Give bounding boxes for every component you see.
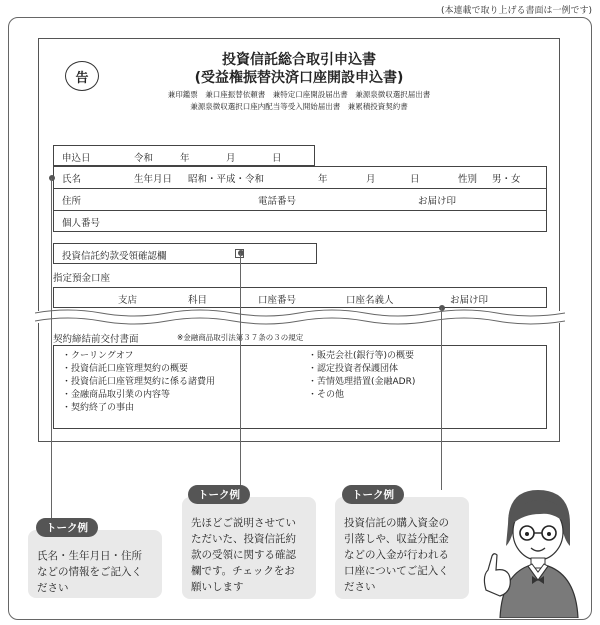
row-divider (54, 210, 546, 211)
notice-stamp: 告 (65, 61, 99, 91)
birth-month: 月 (366, 174, 376, 185)
application-date-era: 令和 (134, 153, 154, 164)
birth-year: 年 (318, 174, 328, 185)
birthdate-eras: 昭和・平成・令和 (188, 174, 265, 185)
account-type-label: 科目 (188, 295, 208, 306)
talk-line: ださい (344, 581, 376, 593)
talk-line: ただいた、投資信託約 (191, 533, 296, 545)
talk-line: 欄です。チェックをお (191, 565, 295, 577)
phone-label: 電話番号 (258, 196, 297, 207)
wavy-cut-line (35, 307, 565, 329)
talk-line: 先ほどご説明させてい (191, 517, 296, 529)
prospectus-receipt-label: 投資信託約款受領確認欄 (62, 251, 167, 262)
disclosure-left-list (62, 350, 215, 415)
talk-line: 願いします (191, 581, 244, 593)
disclosure-box (53, 345, 547, 429)
talk-line: 引落しや、収益分配金 (344, 533, 449, 545)
disclosure-item: ・販売会社(銀行等)の概要 (308, 351, 415, 361)
form-title: 投資信託総合取引申込書 (222, 52, 376, 68)
talk-tag: トーク例 (188, 485, 250, 504)
application-date-year: 年 (180, 153, 190, 164)
disclosure-item: ・クーリングオフ (62, 351, 134, 361)
talk-line: ださい (37, 582, 69, 594)
account-holder-label: 口座名義人 (346, 295, 394, 306)
registered-seal-label: お届け印 (418, 196, 457, 207)
talk-bubble-name (28, 530, 162, 598)
connector-dot-account (439, 305, 445, 311)
talk-tag: トーク例 (342, 485, 404, 504)
connector-line-account (441, 308, 442, 490)
designated-account-label: 指定預金口座 (53, 273, 111, 284)
connector-line-name (51, 178, 52, 520)
disclosure-item: ・その他 (308, 390, 345, 400)
application-date-month: 月 (226, 153, 236, 164)
disclosure-item: ・投資信託口座管理契約に係る諸費用 (62, 377, 216, 387)
disclosure-right-list (308, 350, 415, 402)
talk-line: などの情報をご記入く (37, 566, 142, 578)
disclosure-note: ※金融商品取引法第３７条の３の規定 (177, 333, 304, 342)
connector-dot-name (49, 175, 55, 181)
banker-character-illustration (478, 480, 590, 618)
talk-bubble-receipt (182, 497, 316, 599)
talk-bubble-account (335, 497, 469, 599)
row-divider (54, 188, 546, 189)
application-date-day: 日 (272, 153, 282, 164)
applicant-info-box (53, 166, 547, 232)
talk-line: 款の受領に関する確認 (191, 549, 296, 561)
account-branch-label: 支店 (118, 295, 138, 306)
account-seal-label: お届け印 (450, 295, 489, 306)
address-label: 住所 (62, 196, 82, 207)
disclosure-item: ・金融商品取引業の内容等 (62, 390, 171, 400)
application-form (38, 38, 560, 442)
gender-options: 男・女 (492, 174, 521, 185)
talk-line: 口座についてご記入く (344, 565, 449, 577)
prospectus-receipt-box (53, 243, 317, 264)
form-subtitle-line2: 兼源泉徴収選択口座内配当等受入開始届出書 兼累積投資契約書 (190, 102, 408, 111)
account-number-label: 口座番号 (258, 295, 297, 306)
disclosure-item: ・苦情処理措置(金融ADR) (308, 377, 416, 387)
form-subtitle-line1: 兼印鑑票 兼口座振替依頼書 兼特定口座開設届出書 兼源泉徴収選択届出書 (167, 90, 431, 99)
connector-line-checkbox (240, 253, 241, 490)
disclosure-item: ・契約終了の事由 (62, 403, 135, 413)
talk-line: 投資信託の購入資金の (344, 517, 449, 529)
disclosure-title: 契約締結前交付書面 (53, 334, 139, 345)
application-date-box (53, 145, 315, 166)
sample-note: (本連載で取り上げる書面は一例です) (440, 6, 592, 16)
application-date-label: 申込日 (62, 153, 91, 164)
connector-dot-checkbox (238, 250, 244, 256)
name-label: 氏名 (62, 174, 82, 185)
gender-label: 性別 (458, 174, 478, 185)
birth-day: 日 (410, 174, 420, 185)
form-subtitle-main: (受益権振替決済口座開設申込書) (194, 70, 404, 86)
disclosure-item: ・投資信託口座管理契約の概要 (62, 364, 189, 374)
designated-account-box (53, 287, 547, 308)
talk-line: などの入金が行われる (344, 549, 449, 561)
talk-line: 氏名・生年月日・住所 (37, 550, 142, 562)
talk-tag: トーク例 (36, 518, 98, 537)
disclosure-item: ・認定投資者保護団体 (308, 364, 399, 374)
personal-number-label: 個人番号 (62, 218, 101, 229)
birthdate-label: 生年月日 (134, 174, 173, 185)
